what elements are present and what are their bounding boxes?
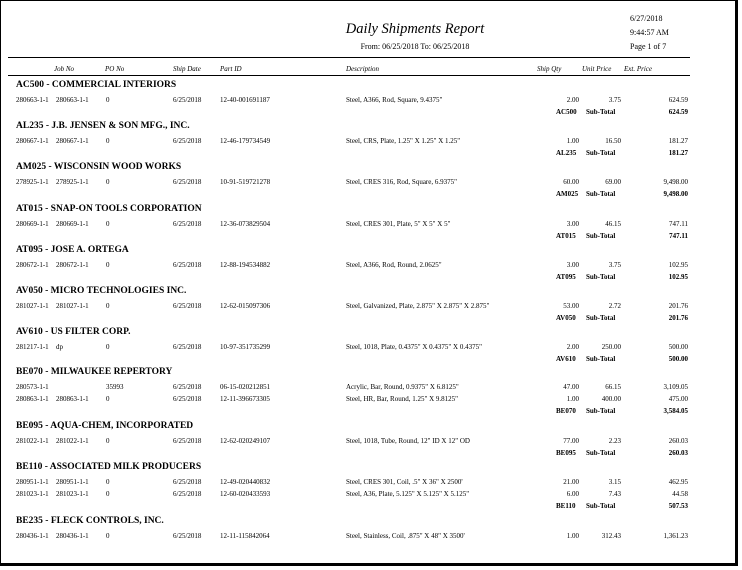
ship-qty: 3.00 [566, 220, 579, 228]
ext-price: 3,109.05 [663, 383, 688, 391]
ship-date: 6/25/2018 [173, 383, 202, 391]
description: Steel, CRES 316, Rod, Square, 6.9375" [346, 178, 457, 186]
job-no: 280672-1-1 [16, 261, 49, 269]
po-no: 0 [106, 343, 110, 351]
col-header-part-id: Part ID [220, 65, 242, 73]
description: Steel, A36, Plate, 5.125" X 5.125" X 5.125" [346, 490, 470, 498]
job-ref: 280863-1-1 [56, 395, 89, 403]
ship-qty: 2.00 [566, 96, 579, 104]
ext-price: 201.76 [668, 302, 688, 310]
subtotal-code: BE070 [556, 407, 576, 415]
ext-price: 500.00 [668, 343, 688, 351]
unit-price: 250.00 [601, 343, 621, 351]
job-no: 281022-1-1 [16, 437, 49, 445]
po-no: 0 [106, 532, 110, 540]
subtotal-label: Sub-Total [586, 355, 616, 363]
print-time: 9:44:57 AM [630, 28, 669, 37]
unit-price: 69.00 [605, 178, 621, 186]
ship-date: 6/25/2018 [173, 395, 202, 403]
po-no: 0 [106, 302, 110, 310]
col-header-description: Description [346, 65, 380, 73]
ship-qty: 2.00 [566, 343, 579, 351]
subtotal-label: Sub-Total [586, 149, 616, 157]
subtotal-code: BE095 [556, 449, 576, 457]
ship-date: 6/25/2018 [173, 343, 202, 351]
col-header-ext-price: Ext. Price [624, 65, 652, 73]
job-ref: 280951-1-1 [56, 478, 89, 486]
customer-heading: AT095 - JOSE A. ORTEGA [16, 245, 129, 255]
part-id: 10-91-519721278 [220, 178, 271, 186]
ship-date: 6/25/2018 [173, 302, 202, 310]
subtotal-value: 624.59 [668, 108, 688, 116]
po-no: 0 [106, 395, 110, 403]
description: Acrylic, Bar, Round, 0.9375" X 6.8125" [346, 383, 459, 391]
subtotal-label: Sub-Total [586, 449, 616, 457]
description: Steel, 1018, Tube, Round, 12" ID X 12" OD [346, 437, 470, 445]
subtotal-value: 500.00 [668, 355, 688, 363]
ship-date: 6/25/2018 [173, 137, 202, 145]
po-no: 35993 [106, 383, 124, 391]
unit-price: 66.15 [605, 383, 621, 391]
job-no: 280667-1-1 [16, 137, 49, 145]
subtotal-code: AM025 [556, 190, 579, 198]
description: Steel, CRS, Plate, 1.25" X 1.25" X 1.25" [346, 137, 461, 145]
job-ref: 280436-1-1 [56, 532, 89, 540]
ext-price: 102.95 [668, 261, 688, 269]
description: Steel, Stainless, Coil, .875" X 48" X 3500' [346, 532, 465, 540]
unit-price: 400.00 [601, 395, 621, 403]
subtotal-label: Sub-Total [586, 273, 616, 281]
job-ref: 280669-1-1 [56, 220, 89, 228]
job-ref: 281023-1-1 [56, 490, 89, 498]
unit-price: 2.72 [608, 302, 621, 310]
ship-date: 6/25/2018 [173, 437, 202, 445]
unit-price: 16.50 [605, 137, 621, 145]
part-id: 12-60-020433593 [220, 490, 271, 498]
job-ref: 280667-1-1 [56, 137, 89, 145]
description: Steel, CRES 301, Coil, .5" X 36" X 2500' [346, 478, 463, 486]
job-ref: 280663-1-1 [56, 96, 89, 104]
job-no: 281027-1-1 [16, 302, 49, 310]
customer-heading: BE095 - AQUA-CHEM, INCORPORATED [16, 421, 194, 431]
ship-date: 6/25/2018 [173, 478, 202, 486]
print-date: 6/27/2018 [630, 14, 663, 23]
subtotal-label: Sub-Total [586, 232, 616, 240]
subtotal-label: Sub-Total [586, 108, 616, 116]
ship-date: 6/25/2018 [173, 96, 202, 104]
customer-heading: AC500 - COMMERCIAL INTERIORS [16, 80, 177, 90]
job-no: 278925-1-1 [16, 178, 49, 186]
subtotal-value: 260.03 [668, 449, 688, 457]
ship-qty: 77.00 [563, 437, 579, 445]
customer-heading: AV610 - US FILTER CORP. [16, 327, 131, 337]
unit-price: 3.75 [608, 96, 621, 104]
ship-qty: 1.00 [566, 137, 579, 145]
col-header-po-no: PO No [105, 65, 125, 73]
subtotal-label: Sub-Total [586, 502, 616, 510]
header-rule-bottom [8, 75, 690, 76]
customer-heading: AL235 - J.B. JENSEN & SON MFG., INC. [16, 121, 190, 131]
ship-qty: 21.00 [563, 478, 579, 486]
part-id: 10-97-351735299 [220, 343, 271, 351]
subtotal-label: Sub-Total [586, 407, 616, 415]
part-id: 12-11-115842064 [220, 532, 270, 540]
ship-date: 6/25/2018 [173, 532, 202, 540]
ship-date: 6/25/2018 [173, 220, 202, 228]
job-ref: dp [56, 343, 63, 351]
ext-price: 181.27 [668, 137, 688, 145]
job-ref: 280672-1-1 [56, 261, 89, 269]
po-no: 0 [106, 137, 110, 145]
ext-price: 475.00 [668, 395, 688, 403]
job-no: 280863-1-1 [16, 395, 49, 403]
description: Steel, A366, Rod, Round, 2.0625" [346, 261, 442, 269]
po-no: 0 [106, 220, 110, 228]
job-ref: 278925-1-1 [56, 178, 89, 186]
subtotal-value: 201.76 [668, 314, 688, 322]
subtotal-code: BE110 [556, 502, 576, 510]
ship-qty: 47.00 [563, 383, 579, 391]
subtotal-code: AT015 [556, 232, 576, 240]
part-id: 12-88-194534882 [220, 261, 271, 269]
po-no: 0 [106, 478, 110, 486]
ext-price: 9,498.00 [663, 178, 688, 186]
ext-price: 1,361.23 [663, 532, 688, 540]
subtotal-value: 507.53 [668, 502, 688, 510]
part-id: 12-11-396673305 [220, 395, 270, 403]
subtotal-label: Sub-Total [586, 314, 616, 322]
po-no: 0 [106, 490, 110, 498]
job-no: 280663-1-1 [16, 96, 49, 104]
part-id: 12-49-020440832 [220, 478, 271, 486]
ship-qty: 6.00 [566, 490, 579, 498]
part-id: 12-40-001691187 [220, 96, 270, 104]
report-title: Daily Shipments Report [345, 21, 485, 37]
description: Steel, 1018, Plate, 0.4375" X 0.4375" X 0.4375" [346, 343, 482, 351]
ship-qty: 53.00 [563, 302, 579, 310]
customer-heading: BE235 - FLECK CONTROLS, INC. [16, 516, 164, 526]
ext-price: 260.03 [668, 437, 688, 445]
part-id: 12-36-073829504 [220, 220, 271, 228]
ext-price: 624.59 [668, 96, 688, 104]
unit-price: 2.23 [608, 437, 621, 445]
ship-date: 6/25/2018 [173, 178, 202, 186]
ship-date: 6/25/2018 [173, 490, 202, 498]
ext-price: 44.58 [672, 490, 688, 498]
job-ref: 281022-1-1 [56, 437, 89, 445]
ship-qty: 1.00 [566, 532, 579, 540]
ship-qty: 3.00 [566, 261, 579, 269]
subtotal-value: 747.11 [669, 232, 688, 240]
subtotal-value: 9,498.00 [663, 190, 688, 198]
unit-price: 3.15 [608, 478, 621, 486]
page-number: Page 1 of 7 [630, 42, 667, 51]
subtotal-code: AT095 [556, 273, 576, 281]
customer-heading: AV050 - MICRO TECHNOLOGIES INC. [16, 286, 187, 296]
subtotal-value: 181.27 [668, 149, 688, 157]
subtotal-code: AL235 [556, 149, 577, 157]
job-no: 280436-1-1 [16, 532, 49, 540]
job-ref: 281027-1-1 [56, 302, 89, 310]
description: Steel, Galvanized, Plate, 2.875" X 2.875" X 2.875" [346, 302, 490, 310]
unit-price: 7.43 [608, 490, 621, 498]
col-header-unit-price: Unit Price [582, 65, 612, 73]
subtotal-value: 3,584.05 [663, 407, 688, 415]
ship-date: 6/25/2018 [173, 261, 202, 269]
description: Steel, CRES 301, Plate, 5" X 5" X 5" [346, 220, 451, 228]
part-id: 12-62-015097306 [220, 302, 271, 310]
ext-price: 747.11 [669, 220, 688, 228]
description: Steel, A366, Rod, Square, 9.4375" [346, 96, 443, 104]
part-id: 06-15-020212851 [220, 383, 271, 391]
unit-price: 46.15 [605, 220, 621, 228]
col-header-ship-date: Ship Date [173, 65, 201, 73]
job-no: 280951-1-1 [16, 478, 49, 486]
job-no: 280669-1-1 [16, 220, 49, 228]
description: Steel, HR, Bar, Round, 1.25" X 9.8125" [346, 395, 458, 403]
customer-heading: AM025 - WISCONSIN WOOD WORKS [16, 162, 182, 172]
po-no: 0 [106, 437, 110, 445]
po-no: 0 [106, 178, 110, 186]
ext-price: 462.95 [668, 478, 688, 486]
col-header-ship-qty: Ship Qty [537, 65, 562, 73]
ship-qty: 1.00 [566, 395, 579, 403]
job-no: 281217-1-1 [16, 343, 49, 351]
customer-heading: BE110 - ASSOCIATED MILK PRODUCERS [16, 462, 202, 472]
part-id: 12-46-179734549 [220, 137, 271, 145]
subtotal-code: AV610 [556, 355, 576, 363]
col-header-job-no: Job No [54, 65, 75, 73]
report-date-range: From: 06/25/2018 To: 06/25/2018 [360, 42, 470, 51]
customer-heading: AT015 - SNAP-ON TOOLS CORPORATION [16, 204, 202, 214]
ship-qty: 60.00 [563, 178, 579, 186]
subtotal-code: AV050 [556, 314, 576, 322]
customer-heading: BE070 - MILWAUKEE REPERTORY [16, 367, 173, 377]
unit-price: 312.43 [601, 532, 621, 540]
po-no: 0 [106, 96, 110, 104]
job-no: 281023-1-1 [16, 490, 49, 498]
job-no: 280573-1-1 [16, 383, 49, 391]
po-no: 0 [106, 261, 110, 269]
header-rule-top [8, 57, 690, 58]
subtotal-value: 102.95 [668, 273, 688, 281]
subtotal-code: AC500 [556, 108, 577, 116]
part-id: 12-62-020249107 [220, 437, 271, 445]
subtotal-label: Sub-Total [586, 190, 616, 198]
unit-price: 3.75 [608, 261, 621, 269]
